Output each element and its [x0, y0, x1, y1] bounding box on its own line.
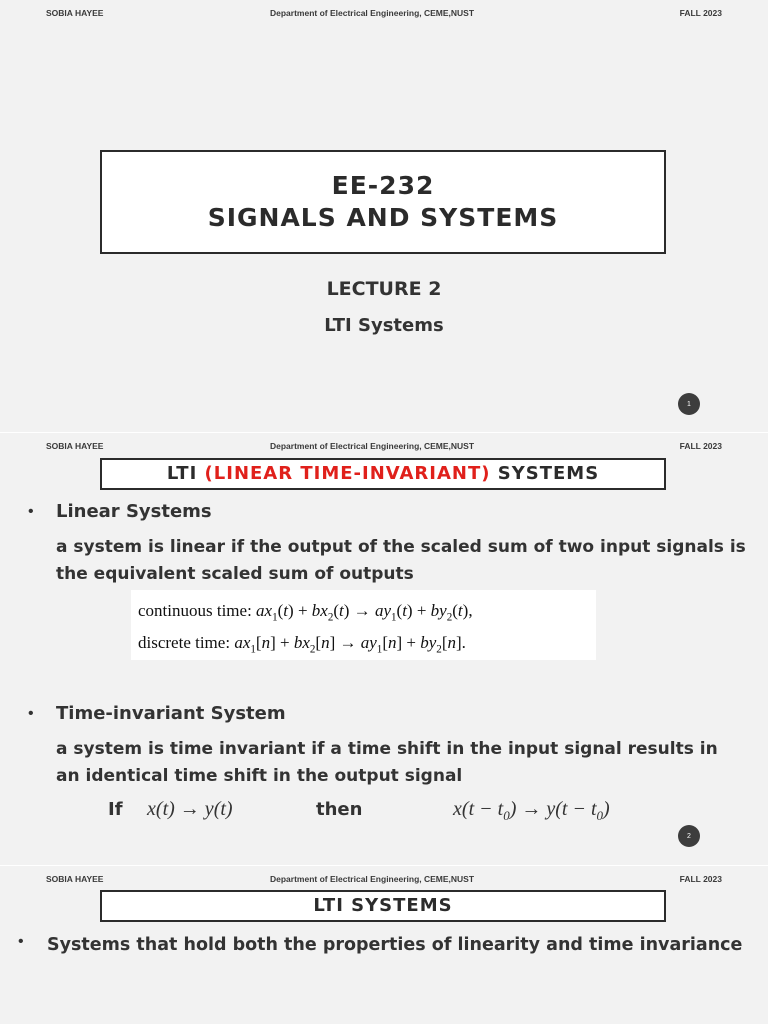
author-name: SOBIA HAYEE: [46, 8, 104, 18]
linear-systems-definition: a system is linear if the output of the scaled sum of two input signals is the equivalent scaled sum of outputs: [56, 537, 746, 584]
linearity-equations: [131, 590, 596, 660]
author-name: SOBIA HAYEE: [46, 874, 104, 884]
page-number-badge: 1: [678, 393, 700, 415]
shifted-relation: $x(t - t_0) \to y(t - t_0)$: [453, 798, 610, 823]
page-number-badge: 2: [678, 825, 700, 847]
bullet-dot: •: [28, 503, 34, 520]
term-label: FALL 2023: [679, 874, 722, 884]
slide-3: [0, 865, 768, 1024]
department-name: Department of Electrical Engineering, CEME,NUST: [270, 874, 475, 884]
title-suffix: SYSTEMS: [490, 463, 600, 484]
lecture-number: LECTURE 2: [326, 278, 442, 300]
slide-title: [100, 458, 666, 490]
slide-header: [0, 874, 768, 886]
term-label: FALL 2023: [679, 441, 722, 451]
department-name: Department of Electrical Engineering, CEME,NUST: [270, 8, 475, 18]
linear-systems-heading: Linear Systems: [56, 501, 212, 522]
slide-1: [0, 0, 768, 432]
course-name: SIGNALS AND SYSTEMS: [207, 203, 559, 232]
title-box: [100, 150, 666, 254]
bullet-dot: •: [18, 933, 24, 950]
bullet-dot: •: [28, 705, 34, 722]
slide-header: [0, 8, 768, 20]
lti-definition: Systems that hold both the properties of linearity and time invariance: [47, 935, 743, 955]
author-name: SOBIA HAYEE: [46, 441, 104, 451]
slide-header: [0, 441, 768, 453]
title-prefix: LTI: [166, 463, 205, 484]
department-name: Department of Electrical Engineering, CEME,NUST: [270, 441, 475, 451]
if-label: If: [108, 799, 123, 820]
slide-title: LTI SYSTEMS: [100, 890, 666, 922]
course-code: EE-232: [331, 171, 435, 200]
discrete-time-equation: discrete time: $ax_1[n] + bx_2[n] \to ay_1[n] + by_2[n]$.: [138, 633, 466, 656]
then-label: then: [316, 799, 363, 820]
input-output-relation: x(t) → y(t): [147, 798, 233, 820]
term-label: FALL 2023: [679, 8, 722, 18]
slide-2: [0, 432, 768, 865]
time-invariant-definition: a system is time invariant if a time shift in the input signal results in an identical time shift in the output signal: [56, 739, 718, 786]
continuous-time-equation: continuous time: $ax_1(t) + bx_2(t) \to ay_1(t) + by_2(t)$,: [138, 601, 473, 624]
lecture-subtitle: LTI Systems: [324, 315, 444, 336]
title-highlight: (LINEAR TIME-INVARIANT): [204, 463, 491, 484]
time-invariant-heading: Time-invariant System: [56, 703, 286, 724]
